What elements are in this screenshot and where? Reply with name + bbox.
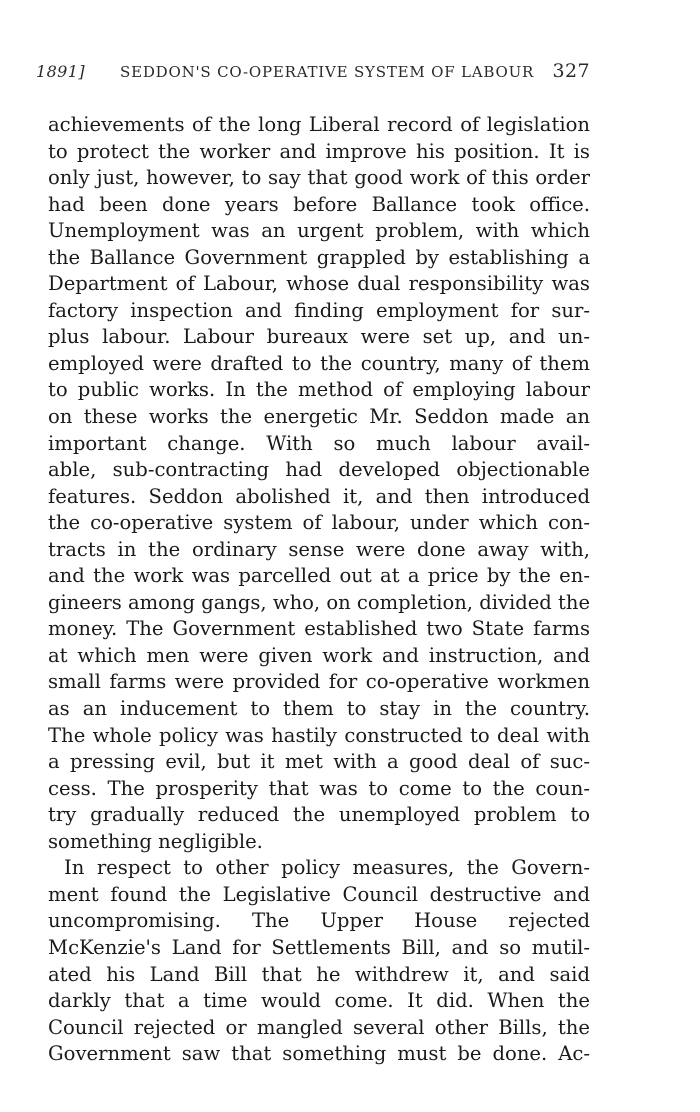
text-line: something negligible. — [48, 829, 263, 853]
text-line: small farms were provided for co-operative workmen — [48, 670, 590, 694]
text-line: had been done years before Ballance took office. — [48, 192, 590, 216]
text-line: ated his Land Bill that he withdrew it, and said — [48, 962, 590, 986]
header-year: 1891] — [36, 62, 85, 81]
text-line: money. The Government established two State farms — [48, 617, 590, 641]
text-line: gineers among gangs, who, on completion, divided the — [48, 590, 590, 614]
text-line: In respect to other policy measures, the Govern- — [64, 856, 590, 880]
text-line: important change. With so much labour avail- — [48, 431, 590, 455]
text-line: the co-operative system of labour, under which con- — [48, 511, 590, 535]
text-line: Unemployment was an urgent problem, with which — [48, 219, 590, 243]
text-line: darkly that a time would come. It did. When the — [48, 989, 590, 1013]
text-line: only just, however, to say that good work of this order — [48, 166, 590, 190]
running-header — [36, 60, 590, 90]
text-line: features. Seddon abolished it, and then introduced — [48, 484, 590, 508]
text-line: to public works. In the method of employing labour — [48, 378, 590, 402]
text-line: Council rejected or mangled several other Bills, the — [48, 1015, 590, 1039]
text-line: tracts in the ordinary sense were done away with, — [48, 537, 590, 561]
text-line: at which men were given work and instruction, and — [48, 643, 590, 667]
text-line: the Ballance Government grappled by establishing a — [48, 245, 590, 269]
text-line: employed were drafted to the country, many of them — [48, 351, 590, 375]
text-line: cess. The prosperity that was to come to the coun- — [48, 776, 590, 800]
text-line: McKenzie's Land for Settlements Bill, and so mutil- — [48, 935, 590, 959]
text-line: Department of Labour, whose dual responsibility was — [48, 272, 590, 296]
body-text — [48, 112, 590, 1068]
text-line: a pressing evil, but it met with a good deal of suc- — [48, 750, 590, 774]
running-title: SEDDON'S CO-OPERATIVE SYSTEM OF LABOUR — [120, 63, 535, 81]
text-line: ment found the Legislative Council destructive and — [48, 882, 590, 906]
text-line: The whole policy was hastily constructed to deal with — [48, 723, 590, 747]
text-line: uncompromising. The Upper House rejected — [48, 909, 590, 933]
text-line: Government saw that something must be done. Ac- — [48, 1042, 590, 1066]
text-line: plus labour. Labour bureaux were set up, and un- — [48, 325, 590, 349]
text-line: as an inducement to them to stay in the country. — [48, 697, 590, 721]
text-line: able, sub-contracting had developed objectionable — [48, 458, 590, 482]
page-number: 327 — [552, 60, 590, 82]
text-line: factory inspection and finding employment for sur- — [48, 298, 590, 322]
text-line: achievements of the long Liberal record of legislation — [48, 113, 590, 136]
paragraph-2 — [48, 855, 590, 1067]
text-line: to protect the worker and improve his position. It is — [48, 139, 590, 163]
paragraph-1 — [48, 112, 590, 855]
text-line: and the work was parcelled out at a price by the en- — [48, 564, 590, 588]
text-line: try gradually reduced the unemployed problem to — [48, 803, 590, 827]
book-page — [36, 60, 590, 1068]
text-line: on these works the energetic Mr. Seddon made an — [48, 405, 590, 429]
